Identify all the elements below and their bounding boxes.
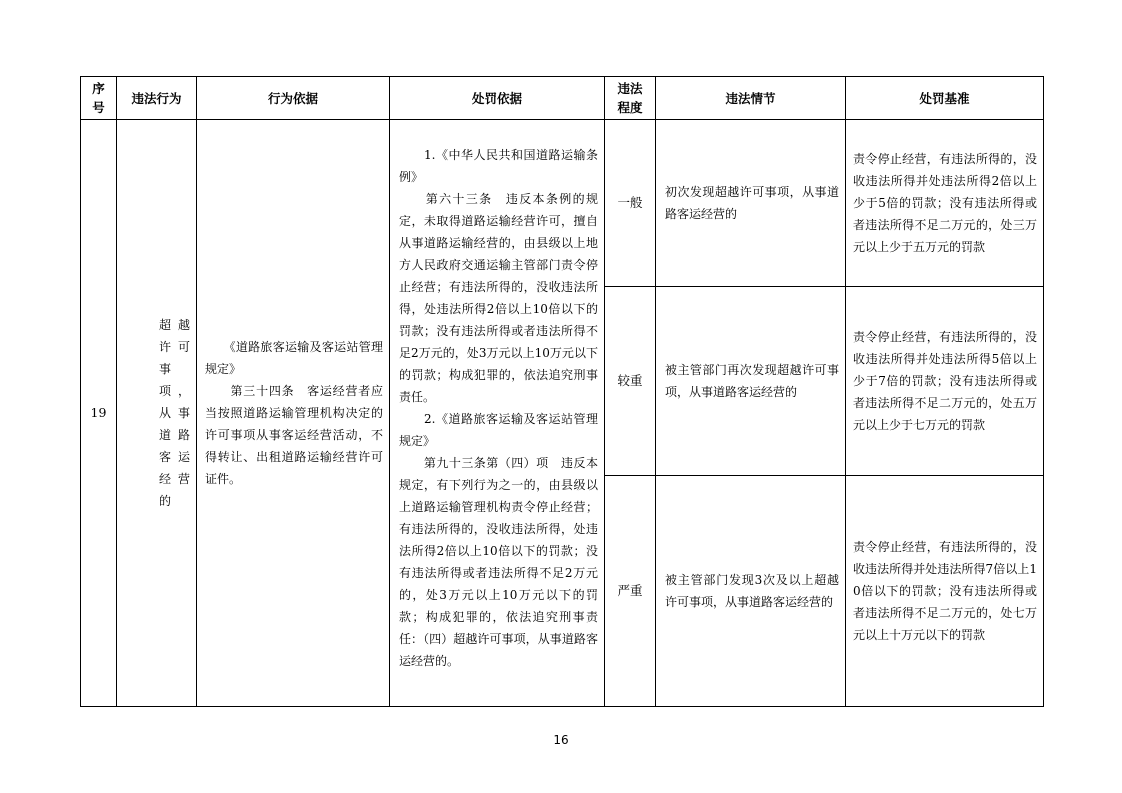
legal-basis: 《道路旅客运输及客运站管理规定》 第三十四条 客运经营者应当按照道路运输管理机构决定的许可事项从事客运经营活动，不得转让、出租道路运输经营许可证件。: [197, 120, 390, 707]
header-punishment-basis: 处罚依据: [390, 77, 605, 120]
violation-act: 超越许可事项，从事道路客运经营的: [117, 120, 197, 707]
header-basis: 行为依据: [197, 77, 390, 120]
page-number: 16: [553, 733, 569, 747]
header-degree: 违法 程度: [605, 77, 656, 120]
standard-severe: 责令停止经营，有违法所得的，没收违法所得并处违法所得7倍以上10倍以下的罚款；没有违法所得或者违法所得不足二万元的，处七万元以上十万元以下的罚款: [846, 476, 1044, 707]
plot-severe: 被主管部门发现3次及以上超越许可事项，从事道路客运经营的: [656, 476, 846, 707]
plot-general: 初次发现超越许可事项，从事道路客运经营的: [656, 120, 846, 287]
punishment-basis: 1.《中华人民共和国道路运输条例》 第六十三条 违反本条例的规定，未取得道路运输经营许可，擅自从事道路运输经营的，由县级以上地方人民政府交通运输主管部门责令停止经营；有违法所得的，没收违法所得，处违法所得2倍以上10倍以下的罚款；没有违法所得或者违法所得不足2万元的，处3万元以上10万元以下的罚款；构成犯罪的，依法追究刑事责任。 2.《道路旅客运输及客运站管理规定》 第九十三条第（四）项 违反本规定，有下列行为之一的，由县级以上道路运输管理机构责令停止经营；有违法所得的，没收违法所得，处违法所得2倍以上10倍以下的罚款；没有违法所得或者违法所得不足2万元的，处3万元以上10万元以下的罚款；构成犯罪的，依法追究刑事责任：（四）超越许可事项，从事道路客运经营的。: [390, 120, 605, 707]
header-act: 违法行为: [117, 77, 197, 120]
standard-serious: 责令停止经营，有违法所得的，没收违法所得并处违法所得5倍以上少于7倍的罚款；没有违法所得或者违法所得不足二万元的，处五万元以上少于七万元的罚款: [846, 287, 1044, 476]
plot-serious: 被主管部门再次发现超越许可事项，从事道路客运经营的: [656, 287, 846, 476]
degree-serious: 较重: [605, 287, 656, 476]
table-row: [81, 120, 1044, 287]
header-no: 序 号: [81, 77, 117, 120]
standard-general: 责令停止经营，有违法所得的，没收违法所得并处违法所得2倍以上少于5倍的罚款；没有违法所得或者违法所得不足二万元的，处三万元以上少于五万元的罚款: [846, 120, 1044, 287]
degree-severe: 严重: [605, 476, 656, 707]
header-standard: 处罚基准: [846, 77, 1044, 120]
header-plot: 违法情节: [656, 77, 846, 120]
header-row: [81, 77, 1044, 120]
degree-general: 一般: [605, 120, 656, 287]
penalty-standard-table: [80, 76, 1044, 707]
row-number: 19: [81, 120, 117, 707]
